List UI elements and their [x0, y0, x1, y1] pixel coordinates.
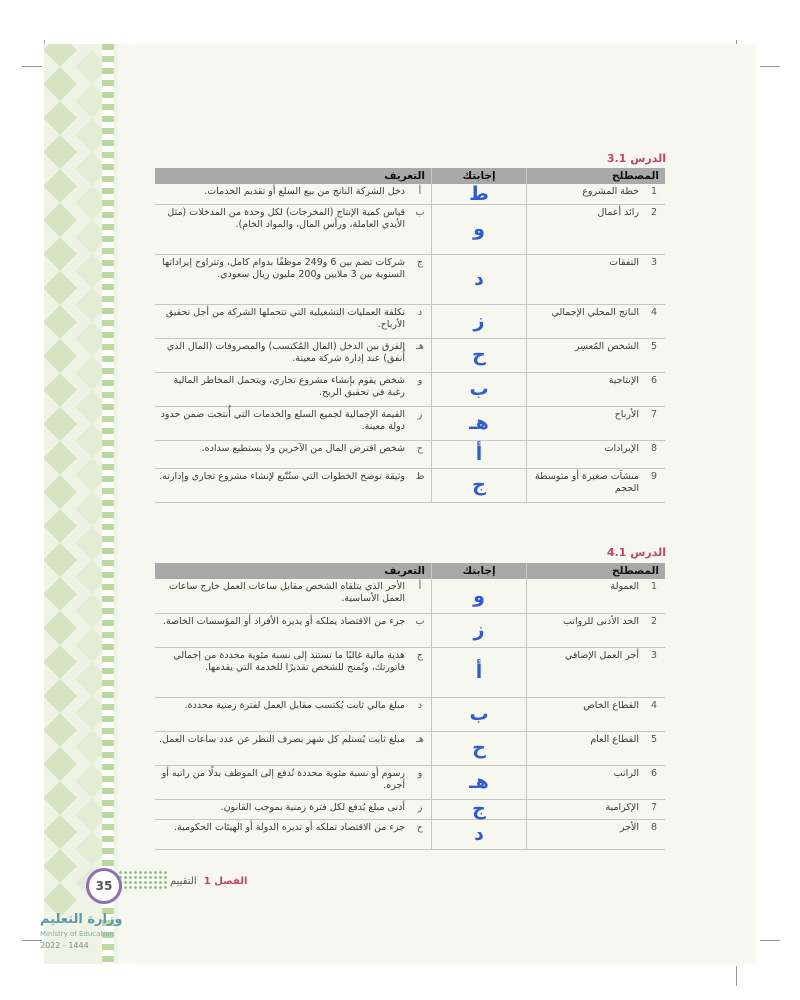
- header-answer: إجابتك: [432, 168, 527, 184]
- answer-cell: ح: [432, 731, 527, 765]
- table-row: [155, 697, 665, 731]
- table-row: [155, 579, 665, 613]
- table-row: [155, 440, 665, 468]
- row-number: 7: [643, 406, 665, 440]
- definition-cell: أدنى مبلغ يُدفع لكل فترة زمنية بموجب القانون.: [155, 799, 409, 819]
- answer-cell: ز: [432, 613, 527, 647]
- definition-cell: جزء من الاقتصاد يملكه أو يديره الأفراد أو المؤسسات الخاصة.: [155, 613, 409, 647]
- row-number: 3: [643, 254, 665, 304]
- table-row: [155, 184, 665, 204]
- definition-cell: شخص يقوم بإنشاء مشروع تجاري، ويتحمل المخاطر المالية رغبة في تحقيق الربح.: [155, 372, 409, 406]
- section-label: التقييم: [170, 876, 197, 887]
- crop-mark: [22, 940, 42, 941]
- definition-letter: ح: [409, 819, 432, 849]
- term-cell: خطة المشروع: [527, 184, 644, 204]
- answer-cell: ب: [432, 372, 527, 406]
- definition-cell: جزء من الاقتصاد تملكه أو تديره الدولة أو الهيئات الحكومية.: [155, 819, 409, 849]
- table-row: [155, 765, 665, 799]
- table-row: [155, 254, 665, 304]
- answer-cell: ج: [432, 468, 527, 502]
- answer-cell: ح: [432, 338, 527, 372]
- answer-cell: و: [432, 204, 527, 254]
- definition-cell: القيمة الإجمالية لجميع السلع والخدمات التي أُنتجت ضمن حدود دولة معينة.: [155, 406, 409, 440]
- row-number: 9: [643, 468, 665, 502]
- definition-cell: الأجر الذي يتلقاه الشخص مقابل ساعات العمل خارج ساعات العمل الأساسية.: [155, 579, 409, 613]
- row-number: 6: [643, 372, 665, 406]
- definition-letter: أ: [409, 184, 432, 204]
- term-cell: الإكرامية: [527, 799, 644, 819]
- header-definition: التعريف: [155, 563, 432, 579]
- definition-letter: هـ: [409, 338, 432, 372]
- answer-cell: ج: [432, 799, 527, 819]
- definition-letter: د: [409, 304, 432, 338]
- definition-cell: شركات تضم بين 6 و249 موظفًا بدوام كامل، وتتراوح إيراداتها السنوية بين 3 ملايين و200 مليون ريال سعودي.: [155, 254, 409, 304]
- crop-mark: [760, 66, 780, 67]
- row-number: 4: [643, 304, 665, 338]
- header-definition: التعريف: [155, 168, 432, 184]
- definition-cell: مبلغ مالي ثابت يُكتسب مقابل العمل لفترة زمنية محددة.: [155, 697, 409, 731]
- table-row: [155, 204, 665, 254]
- header-answer: إجابتك: [432, 563, 527, 579]
- row-number: 1: [643, 579, 665, 613]
- term-cell: الناتج المحلي الإجمالي: [527, 304, 644, 338]
- term-cell: منشآت صغيرة أو متوسطة الحجم: [527, 468, 644, 502]
- table-row: [155, 468, 665, 502]
- table-row: [155, 304, 665, 338]
- crop-mark: [736, 966, 737, 986]
- table-row: [155, 613, 665, 647]
- row-number: 5: [643, 338, 665, 372]
- definition-letter: و: [409, 372, 432, 406]
- crop-mark: [22, 66, 42, 67]
- row-number: 1: [643, 184, 665, 204]
- definition-cell: دخل الشركة الناتج من بيع السلع أو تقديم الخدمات.: [155, 184, 409, 204]
- ministry-logo-text: وزارة التعليم: [40, 912, 123, 927]
- definition-letter: ب: [409, 204, 432, 254]
- lesson-4-1-table: [155, 563, 665, 850]
- row-number: 8: [643, 440, 665, 468]
- table-row: [155, 731, 665, 765]
- definition-cell: قياس كمية الإنتاج (المخرجات) لكل وحدة من المدخلات (مثل الأيدي العاملة، ورأس المال، والمواد الخام).: [155, 204, 409, 254]
- definition-cell: الفرق بين الدخل (المال المُكتسب) والمصروفات (المال الذي أُنفق) عند إدارة شركة معينة.: [155, 338, 409, 372]
- definition-letter: ج: [409, 647, 432, 697]
- lesson-3-1-table: [155, 168, 665, 503]
- answer-cell: ط: [432, 184, 527, 204]
- term-cell: النفقات: [527, 254, 644, 304]
- edition-year: 2022 - 1444: [40, 941, 89, 950]
- answer-cell: أ: [432, 647, 527, 697]
- table-row: [155, 372, 665, 406]
- definition-letter: ح: [409, 440, 432, 468]
- answer-cell: هـ: [432, 765, 527, 799]
- definition-letter: هـ: [409, 731, 432, 765]
- answer-cell: ب: [432, 697, 527, 731]
- table-row: [155, 647, 665, 697]
- table-row: [155, 799, 665, 819]
- ministry-name-en: Ministry of Education: [40, 930, 114, 938]
- definition-letter: و: [409, 765, 432, 799]
- row-number: 7: [643, 799, 665, 819]
- definition-cell: شخص اقترض المال من الآخرين ولا يستطيع سداده.: [155, 440, 409, 468]
- definition-letter: ط: [409, 468, 432, 502]
- header-term: المصطلح: [527, 563, 666, 579]
- definition-letter: أ: [409, 579, 432, 613]
- page-footer: [170, 876, 247, 887]
- page-number: 35: [86, 868, 122, 904]
- row-number: 3: [643, 647, 665, 697]
- term-cell: أجر العمل الإضافي: [527, 647, 644, 697]
- definition-letter: د: [409, 697, 432, 731]
- answer-cell: أ: [432, 440, 527, 468]
- term-cell: العمولة: [527, 579, 644, 613]
- decorative-dots: [118, 870, 168, 890]
- term-cell: الأجر: [527, 819, 644, 849]
- answer-cell: د: [432, 819, 527, 849]
- term-cell: رائد أعمال: [527, 204, 644, 254]
- header-term: المصطلح: [527, 168, 666, 184]
- term-cell: الشخص المُعسِر: [527, 338, 644, 372]
- chapter-label: الفصل 1: [203, 876, 248, 887]
- row-number: 5: [643, 731, 665, 765]
- definition-cell: هدية مالية غالبًا ما تستند إلى نسبة مئوية محددة من إجمالي فاتورتك، وتُمنح للشخص تقديرًا للخدمة التي يقدمها.: [155, 647, 409, 697]
- row-number: 8: [643, 819, 665, 849]
- lesson-title: الدرس 3.1: [606, 152, 666, 165]
- crop-mark: [760, 940, 780, 941]
- definition-cell: تكلفة العمليات التشغيلية التي تتحملها الشركة من أجل تحقيق الأرباح.: [155, 304, 409, 338]
- term-cell: الإنتاجية: [527, 372, 644, 406]
- definition-cell: رسوم أو نسبة مئوية محددة تُدفع إلى الموظف بدلًا من راتبه أو أجره.: [155, 765, 409, 799]
- row-number: 6: [643, 765, 665, 799]
- definition-cell: وثيقة توضح الخطوات التي ستُتّبع لإنشاء مشروع تجاري وإدارته.: [155, 468, 409, 502]
- table-row: [155, 819, 665, 849]
- answer-cell: و: [432, 579, 527, 613]
- table-row: [155, 338, 665, 372]
- answer-cell: هـ: [432, 406, 527, 440]
- definition-letter: ز: [409, 799, 432, 819]
- decorative-stripe: [102, 44, 114, 964]
- definition-letter: ب: [409, 613, 432, 647]
- term-cell: الحد الأدنى للرواتب: [527, 613, 644, 647]
- row-number: 2: [643, 613, 665, 647]
- lesson-title: الدرس 4.1: [606, 546, 666, 559]
- lesson-4-1-table-wrap: [155, 563, 665, 850]
- table-header-row: [155, 168, 665, 184]
- term-cell: القطاع الخاص: [527, 697, 644, 731]
- definition-letter: ج: [409, 254, 432, 304]
- table-row: [155, 406, 665, 440]
- term-cell: الراتب: [527, 765, 644, 799]
- row-number: 4: [643, 697, 665, 731]
- definition-letter: ز: [409, 406, 432, 440]
- row-number: 2: [643, 204, 665, 254]
- answer-cell: د: [432, 254, 527, 304]
- answer-cell: ز: [432, 304, 527, 338]
- term-cell: القطاع العام: [527, 731, 644, 765]
- definition-cell: مبلغ ثابت يُستلم كل شهر بصرف النظر عن عدد ساعات العمل.: [155, 731, 409, 765]
- lesson-3-1-table-wrap: [155, 168, 665, 503]
- term-cell: الإيرادات: [527, 440, 644, 468]
- term-cell: الأرباح: [527, 406, 644, 440]
- table-header-row: [155, 563, 665, 579]
